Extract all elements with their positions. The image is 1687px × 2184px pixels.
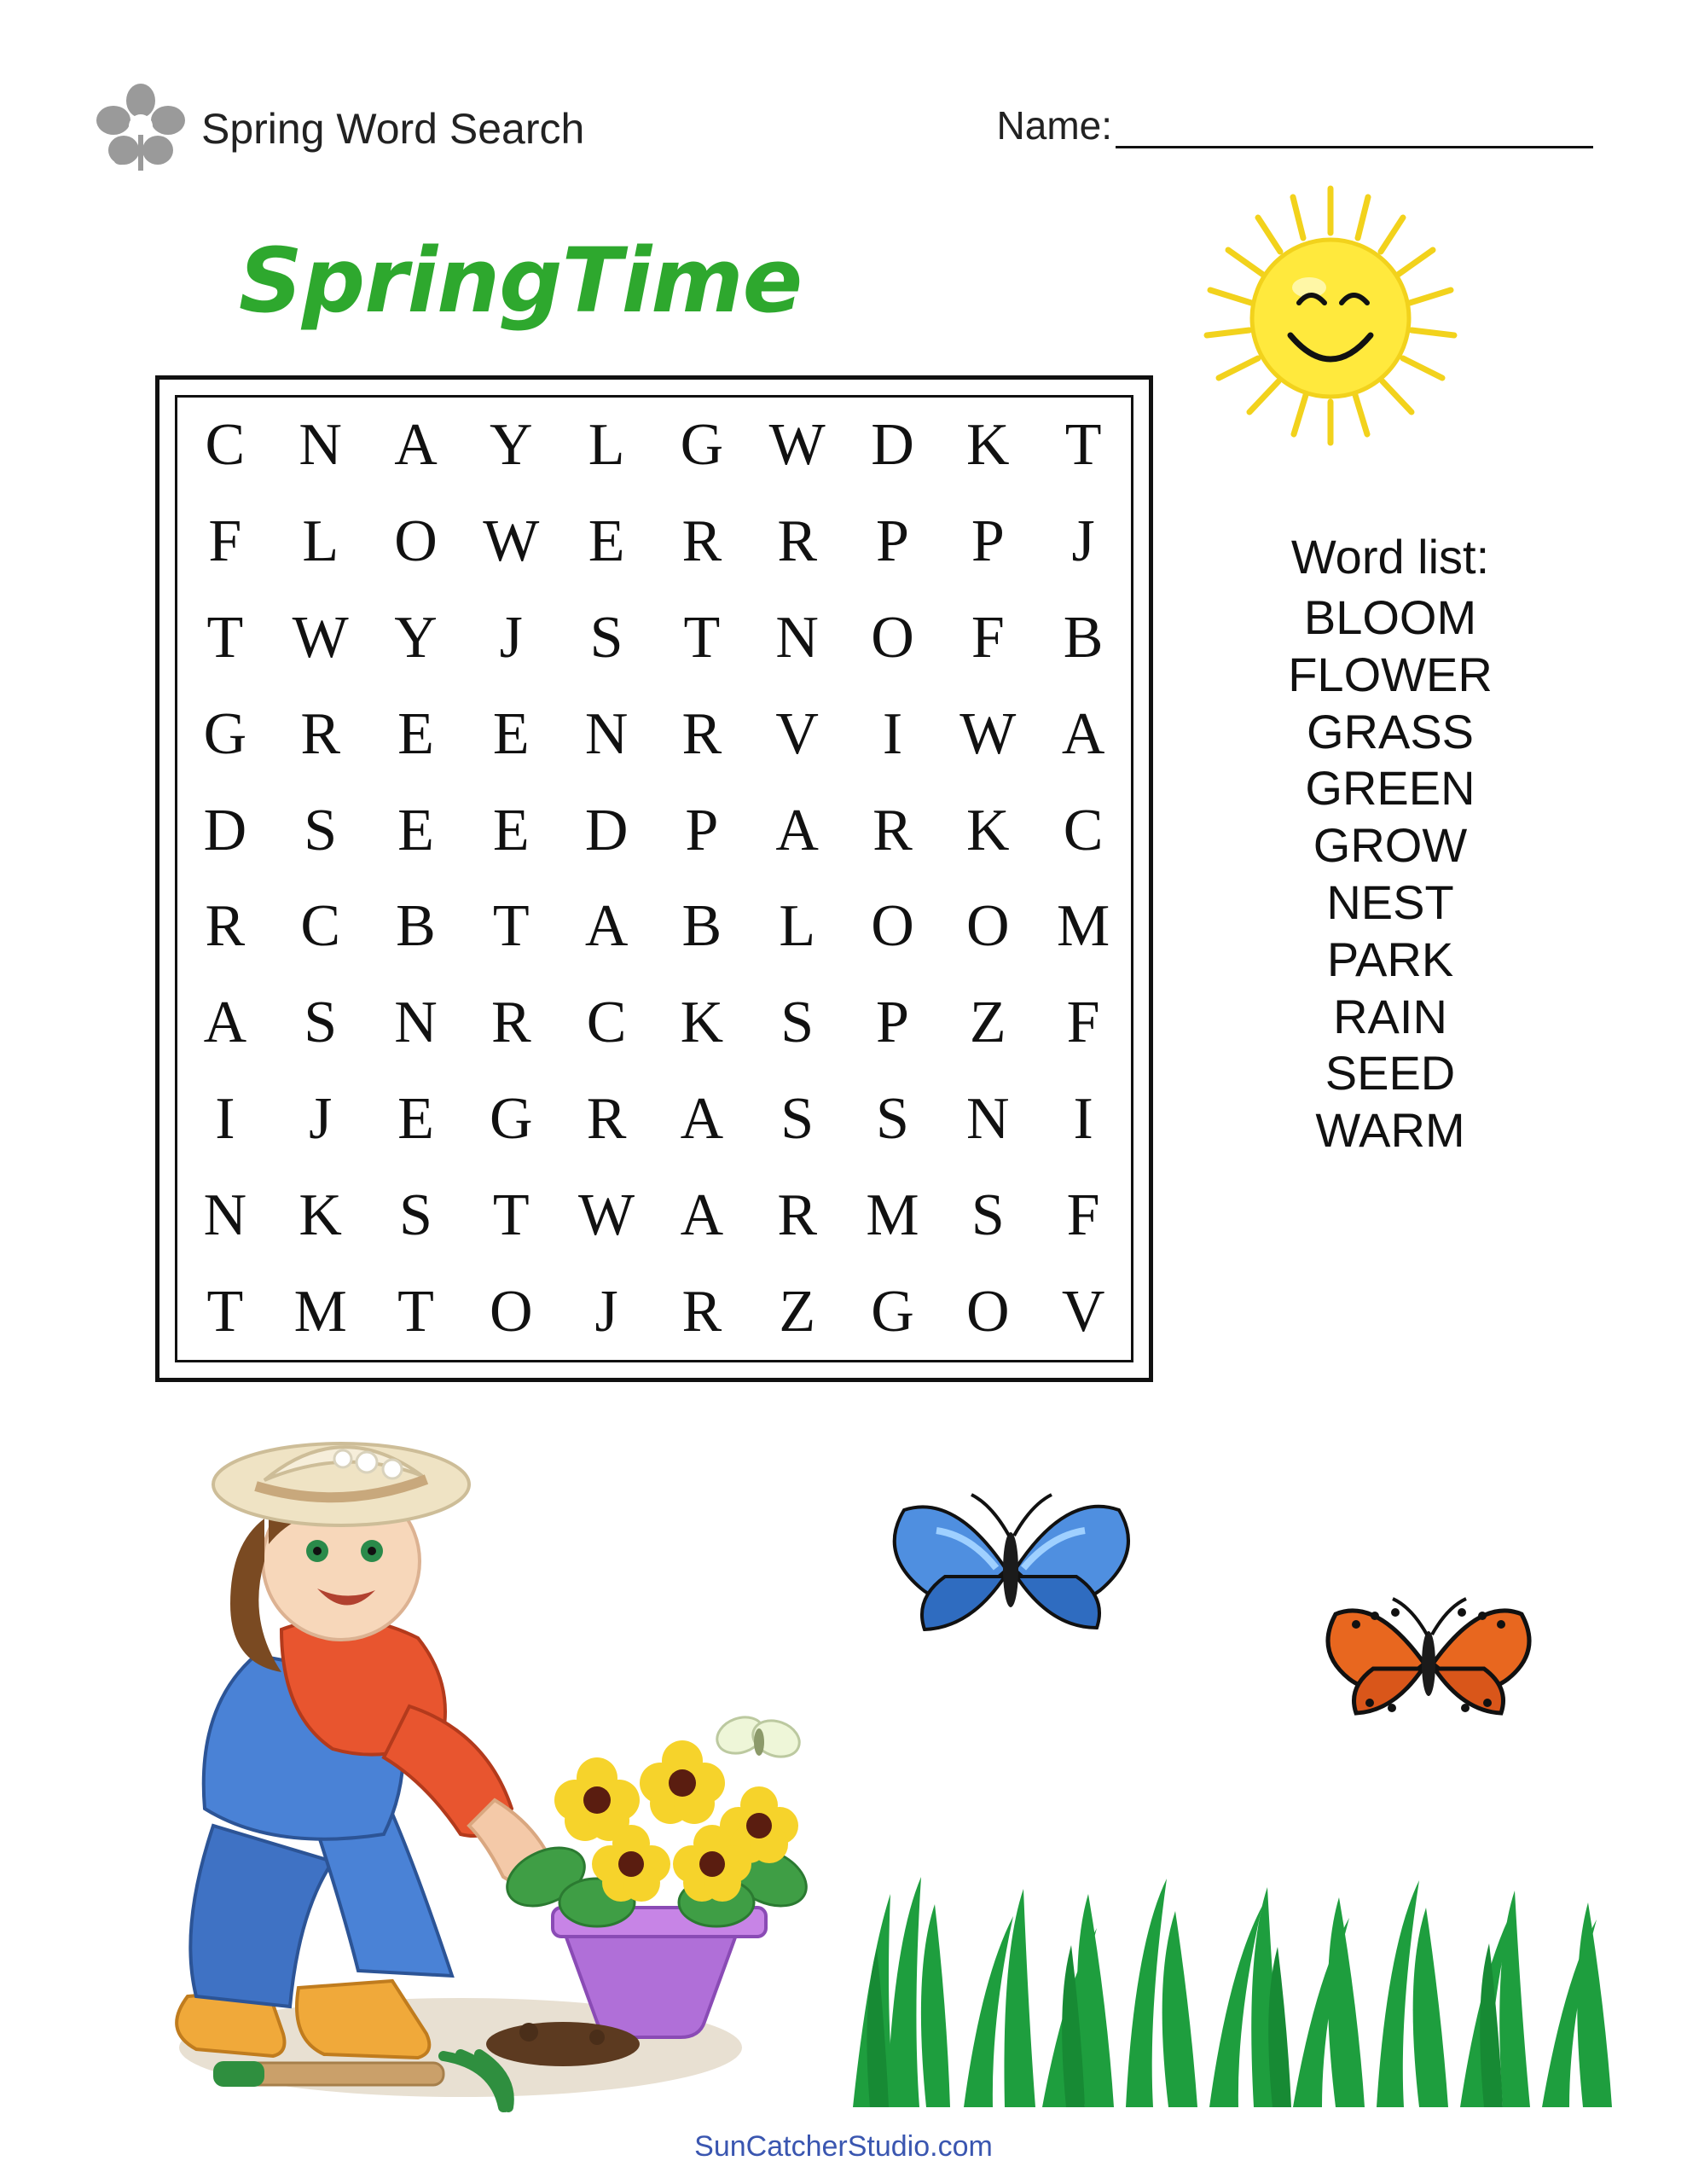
grid-cell[interactable]: D — [871, 412, 914, 479]
grid-cell[interactable]: J — [1071, 508, 1095, 575]
grid-cell[interactable]: S — [589, 604, 623, 671]
grid-cell[interactable]: S — [876, 1085, 909, 1152]
grid-cell[interactable]: W — [578, 1182, 635, 1248]
grid-cell[interactable]: F — [1066, 1182, 1100, 1248]
grid-cell[interactable]: D — [584, 797, 629, 863]
grid-cell[interactable]: A — [680, 1085, 724, 1152]
grid-cell[interactable]: W — [292, 604, 349, 671]
grid-cell[interactable]: N — [203, 1182, 247, 1248]
grid-cell[interactable]: S — [780, 990, 815, 1056]
grid-cell[interactable]: W — [768, 412, 826, 479]
grid-cell[interactable]: I — [215, 1085, 235, 1152]
grid-cell[interactable]: M — [1056, 893, 1110, 960]
grid-cell[interactable]: S — [304, 797, 338, 863]
grid-cell[interactable]: P — [685, 797, 719, 863]
grid-cell[interactable]: A — [394, 412, 438, 479]
grid-cell[interactable]: E — [492, 797, 530, 863]
grid-cell[interactable]: L — [302, 508, 339, 575]
grid-cell[interactable]: Y — [394, 604, 438, 671]
grid-cell[interactable]: O — [490, 1278, 533, 1345]
grid-cell[interactable]: E — [588, 508, 625, 575]
grid-cell[interactable]: C — [586, 990, 627, 1056]
grid-cell[interactable]: F — [208, 508, 242, 575]
grid-cell[interactable]: G — [203, 700, 247, 767]
grid-cell[interactable]: R — [681, 1278, 722, 1345]
grid-cell[interactable]: E — [397, 700, 434, 767]
word-list-items — [1211, 590, 1569, 1159]
grid-cell[interactable]: T — [492, 893, 530, 960]
word-list-item[interactable]: WARM — [1315, 1103, 1465, 1158]
grid-cell[interactable]: W — [483, 508, 540, 575]
grid-cell[interactable]: R — [681, 700, 722, 767]
grid-cell[interactable]: O — [871, 604, 914, 671]
grid-cell[interactable]: D — [203, 797, 247, 863]
grid-cell[interactable]: P — [876, 508, 909, 575]
grid-cell[interactable]: N — [584, 700, 629, 767]
grid-cell[interactable]: A — [203, 990, 247, 1056]
grid-cell[interactable]: N — [966, 1085, 1010, 1152]
puzzle-title: SpringTime — [238, 229, 803, 333]
grid-cell[interactable]: J — [594, 1278, 618, 1345]
footer-credit: SunCatcherStudio.com — [694, 2130, 993, 2163]
word-list-item[interactable]: GREEN — [1305, 761, 1475, 816]
word-list-item[interactable]: NEST — [1326, 874, 1454, 929]
grid-cell[interactable]: C — [205, 412, 246, 479]
word-list-item[interactable]: GRASS — [1306, 704, 1475, 758]
grid-cell[interactable]: A — [584, 893, 629, 960]
grid-cell[interactable]: M — [293, 1278, 347, 1345]
grid-cell[interactable]: R — [777, 508, 818, 575]
grid-cell[interactable]: N — [394, 990, 438, 1056]
orange-butterfly-illustration — [1322, 1578, 1535, 1740]
grid-cell[interactable]: A — [1061, 700, 1105, 767]
grid-cell[interactable]: V — [775, 700, 819, 767]
grid-cell[interactable]: A — [775, 797, 819, 863]
grid-cell[interactable]: K — [299, 1182, 342, 1248]
grid-cell[interactable]: V — [1061, 1278, 1105, 1345]
girl-gardening-illustration — [85, 1399, 836, 2116]
grid-cell[interactable]: R — [300, 700, 341, 767]
grid-cell[interactable]: T — [206, 604, 244, 671]
grid-cell[interactable]: G — [871, 1278, 914, 1345]
grid-cell[interactable]: R — [586, 1085, 627, 1152]
grid-cell[interactable]: C — [300, 893, 341, 960]
grid-cell[interactable]: N — [299, 412, 342, 479]
grid-cell[interactable]: M — [866, 1182, 919, 1248]
grid-cell[interactable]: S — [780, 1085, 815, 1152]
grid-cell[interactable]: O — [871, 893, 914, 960]
word-list-item[interactable]: FLOWER — [1288, 647, 1493, 701]
grid-cell[interactable]: Y — [490, 412, 533, 479]
grid-cell[interactable]: G — [490, 1085, 533, 1152]
grid-cell[interactable]: O — [966, 1278, 1010, 1345]
grid-cell[interactable]: F — [971, 604, 1005, 671]
sun-icon — [1190, 183, 1471, 465]
grid-cell[interactable]: J — [309, 1085, 333, 1152]
grid-cell[interactable]: I — [1073, 1085, 1093, 1152]
grid-cell[interactable]: S — [304, 990, 338, 1056]
grid-cell[interactable]: T — [492, 1182, 530, 1248]
grid-cell[interactable]: B — [1063, 604, 1104, 671]
grid-cell[interactable]: A — [680, 1182, 724, 1248]
grid-cell[interactable]: S — [399, 1182, 432, 1248]
grid-cell[interactable]: C — [1063, 797, 1104, 863]
word-list-heading: Word list: — [1290, 530, 1490, 584]
grid-cell[interactable]: W — [959, 700, 1017, 767]
grid-cell[interactable]: R — [681, 508, 722, 575]
grid-cell[interactable]: L — [779, 893, 816, 960]
grid-cell[interactable]: R — [872, 797, 913, 863]
word-list-item[interactable]: GROW — [1313, 818, 1468, 873]
page-title: Spring Word Search — [201, 105, 585, 153]
grid-cell[interactable]: E — [492, 700, 530, 767]
word-list — [1211, 529, 1569, 1159]
grid-cell[interactable]: I — [882, 700, 903, 767]
grid-cell[interactable]: T — [206, 1278, 244, 1345]
word-list-item[interactable]: BLOOM — [1303, 590, 1477, 644]
grid-cell[interactable]: G — [680, 412, 724, 479]
grid-cell[interactable]: R — [777, 1182, 818, 1248]
grid-cell[interactable]: P — [971, 508, 1005, 575]
grid-cell[interactable]: E — [397, 797, 434, 863]
page-header — [94, 82, 1593, 176]
grid-cells — [175, 395, 1133, 1362]
name-label: Name: — [996, 103, 1112, 148]
grid-cell[interactable]: T — [1064, 412, 1102, 479]
word-list-item[interactable]: SEED — [1325, 1046, 1456, 1101]
word-search-grid[interactable] — [155, 375, 1153, 1382]
grid-cell[interactable]: E — [397, 1085, 434, 1152]
flower-icon — [94, 82, 188, 176]
grid-cell[interactable]: J — [499, 604, 523, 671]
grid-cell[interactable]: O — [966, 893, 1010, 960]
grass-illustration — [853, 1749, 1620, 2107]
blue-butterfly-illustration — [887, 1467, 1134, 1664]
grid-cell[interactable]: K — [966, 412, 1010, 479]
grid-cell[interactable]: F — [1066, 990, 1100, 1056]
word-list-item[interactable]: RAIN — [1333, 989, 1447, 1043]
grid-cell[interactable]: K — [680, 990, 724, 1056]
grid-cell[interactable]: R — [205, 893, 246, 960]
grid-cell[interactable]: R — [490, 990, 531, 1056]
grid-cell[interactable]: B — [681, 893, 722, 960]
word-list-item[interactable]: PARK — [1326, 932, 1454, 986]
grid-cell[interactable]: T — [397, 1278, 434, 1345]
grid-cell[interactable]: T — [683, 604, 721, 671]
grid-cell[interactable]: L — [588, 412, 625, 479]
name-input-line[interactable] — [1116, 107, 1593, 148]
grid-cell[interactable]: S — [971, 1182, 1005, 1248]
grid-cell[interactable]: P — [876, 990, 909, 1056]
grid-cell[interactable]: B — [396, 893, 436, 960]
grid-cell[interactable]: O — [394, 508, 438, 575]
grid-cell[interactable]: Z — [779, 1278, 816, 1345]
grid-cell[interactable]: Z — [969, 990, 1006, 1056]
grid-cell[interactable]: K — [966, 797, 1010, 863]
grid-cell[interactable]: N — [775, 604, 819, 671]
name-field-group — [997, 102, 1593, 155]
